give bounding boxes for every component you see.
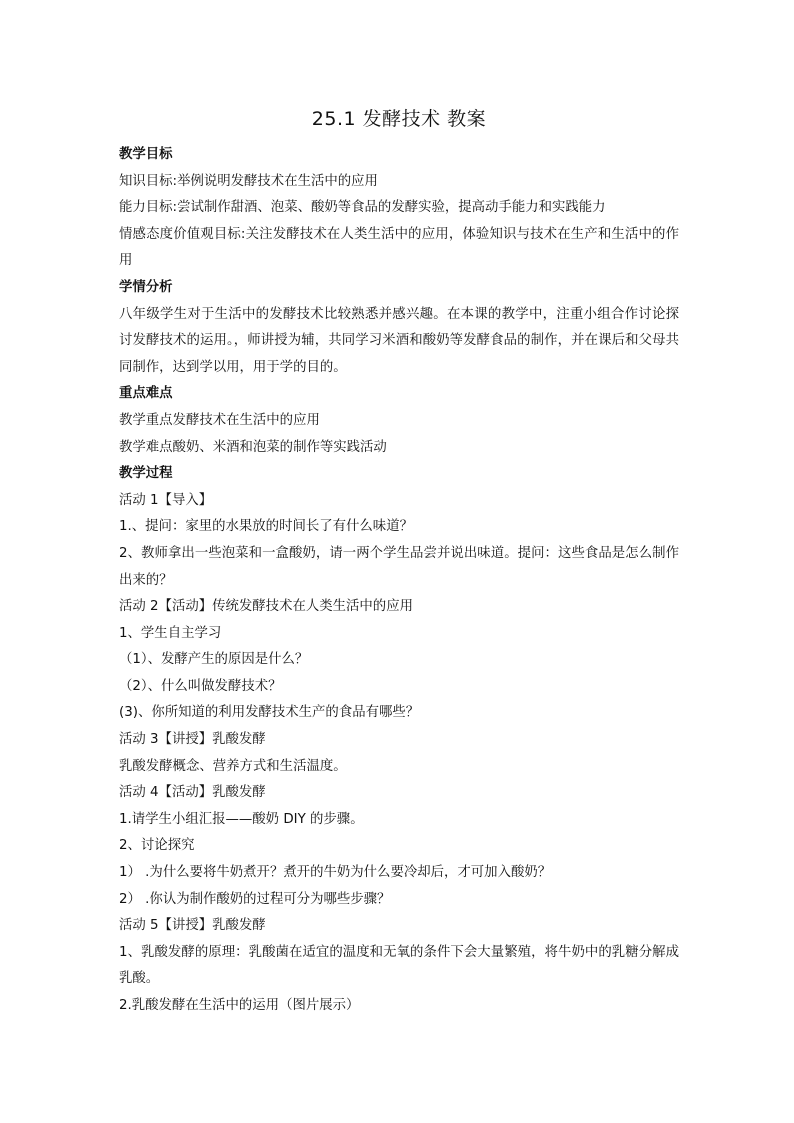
paragraph-difficult-point: 教学难点酸奶、米酒和泡菜的制作等实践活动 (119, 439, 387, 455)
section-heading-goals: 教学目标 (119, 147, 173, 162)
activity-1-item-1: 1.、提问：家里的水果放的时间长了有什么味道？ (119, 519, 413, 535)
activity-2-question-1: （1）、发酵产生的原因是什么？ (119, 652, 309, 668)
activity-4-question-2: 2） .你认为制作酸奶的过程可分为哪些步骤？ (119, 891, 391, 907)
paragraph-analysis: 八年级学生对于生活中的发酵技术比较熟悉并感兴趣。在本课的教学中，注重小组合作讨论探讨发酵技术的运用。，师讲授为辅，共同学习米酒和酸奶等发酵食品的制作，并在课后和父母共同制作，达到学以用，用于学的目的。 (119, 306, 679, 375)
section-heading-analysis: 学情分析 (119, 279, 173, 295)
activity-5-item-1: 1、乳酸发酵的原理：乳酸菌在适宜的温度和无氧的条件下会大量繁殖，将牛奶中的乳糖分解成乳酸。 (119, 944, 679, 987)
document-title: 25.1 发酵技术 教案 (311, 108, 487, 130)
section-heading-process: 教学过程 (119, 466, 173, 482)
paragraph-ability-goal: 能力目标:尝试制作甜酒、泡菜、酸奶等食品的发酵实验，提高动手能力和实践能力 (119, 200, 606, 216)
activity-5-item-2: 2.乳酸发酵在生活中的运用（图片展示） (119, 998, 360, 1013)
activity-3-content: 乳酸发酵概念、营养方式和生活温度。 (119, 758, 347, 774)
activity-2-title: 活动 2【活动】传统发酵技术在人类生活中的应用 (119, 599, 413, 615)
activity-4-item-1: 1.请学生小组汇报——酸奶 DIY 的步骤。 (119, 811, 364, 827)
activity-5-title: 活动 5【讲授】乳酸发酵 (119, 918, 266, 934)
activity-2-question-3: (3)、你所知道的利用发酵技术生产的食品有哪些？ (119, 705, 420, 721)
activity-2-question-2: （2）、什么叫做发酵技术？ (119, 678, 282, 694)
activity-4-item-2: 2、讨论探究 (119, 838, 195, 854)
paragraph-knowledge-goal: 知识目标:举例说明发酵技术在生活中的应用 (119, 173, 378, 189)
activity-4-title: 活动 4【活动】乳酸发酵 (119, 785, 266, 801)
activity-2-item-1: 1、学生自主学习 (119, 625, 222, 641)
document-body (119, 142, 679, 1020)
paragraph-key-point: 教学重点发酵技术在生活中的应用 (119, 412, 320, 428)
activity-1-item-2: 2、教师拿出一些泡菜和一盒酸奶，请一两个学生品尝并说出味道。提问：这些食品是怎么制作出来的？ (119, 545, 679, 588)
activity-4-question-1: 1） .为什么要将牛奶煮开？煮开的牛奶为什么要冷却后，才可加入酸奶？ (119, 865, 552, 881)
section-heading-keypoints: 重点难点 (119, 386, 173, 402)
activity-1-title: 活动 1【导入】 (119, 492, 213, 508)
activity-3-title: 活动 3【讲授】乳酸发酵 (119, 732, 266, 748)
paragraph-attitude-goal: 情感态度价值观目标:关注发酵技术在人类生活中的应用，体验知识与技术在生产和生活中的作用 (119, 226, 679, 269)
